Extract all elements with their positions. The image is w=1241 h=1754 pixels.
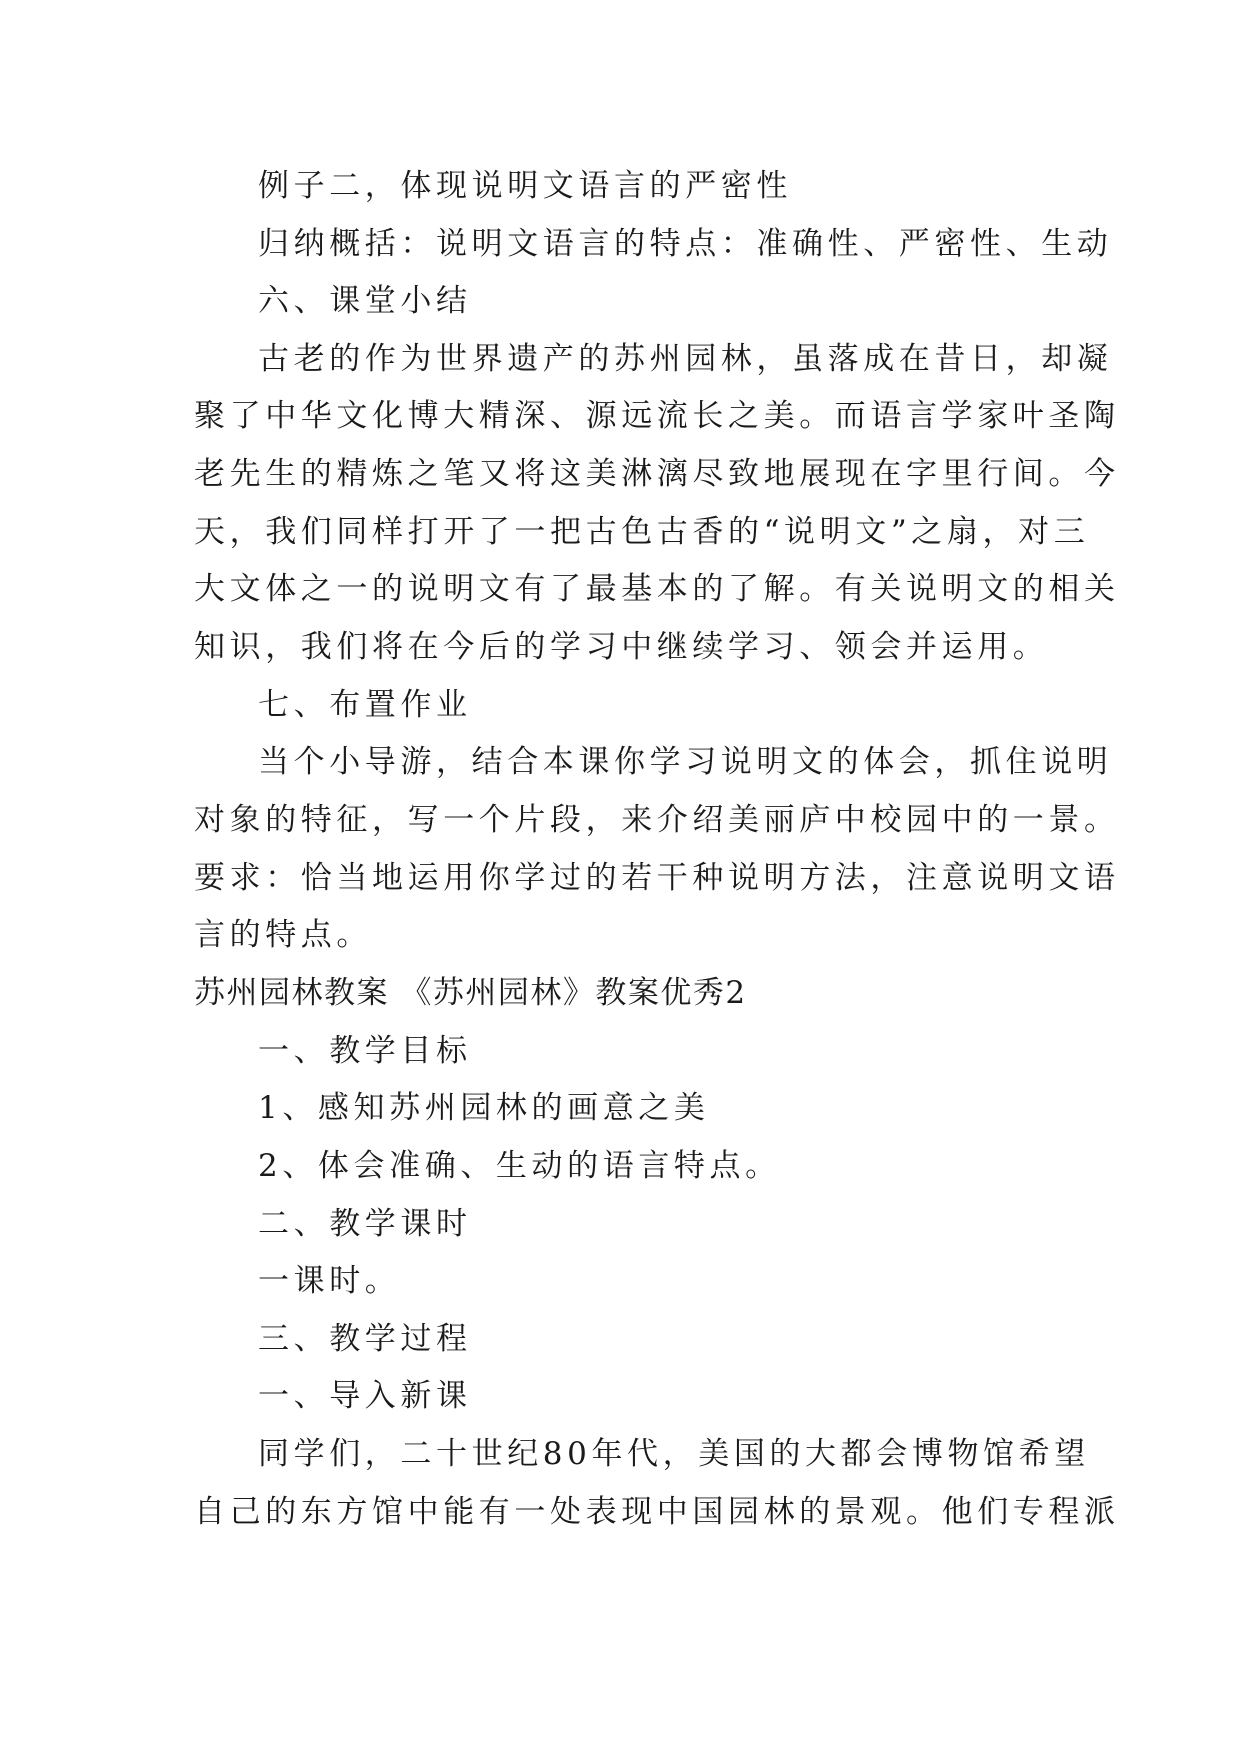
paragraph-line: 老先生的精炼之笔又将这美淋漓尽致地展现在字里行间。今	[194, 456, 1120, 492]
section-heading: 二、教学课时	[258, 1206, 472, 1242]
section-heading: 一、教学目标	[258, 1033, 472, 1069]
paragraph-line: 古老的作为世界遗产的苏州园林，虽落成在昔日，却凝	[258, 341, 1113, 377]
paragraph-line: 聚了中华文化博大精深、源远流长之美。而语言学家叶圣陶	[194, 398, 1120, 434]
paragraph-line: 自己的东方馆中能有一处表现中国园林的景观。他们专程派	[194, 1494, 1120, 1530]
section-heading: 六、课堂小结	[258, 283, 472, 319]
paragraph-line: 对象的特征，写一个片段，来介绍美丽庐中校园中的一景。	[194, 802, 1120, 838]
paragraph-line: 归纳概括：说明文语言的特点：准确性、严密性、生动	[258, 226, 1113, 262]
document-title: 苏州园林教案 《苏州园林》教案优秀2	[194, 975, 747, 1011]
list-item: 1、感知苏州园林的画意之美	[258, 1090, 710, 1126]
paragraph-line: 例子二，体现说明文语言的严密性	[258, 168, 792, 204]
paragraph-line: 天，我们同样打开了一把古色古香的“说明文”之扇，对三	[194, 514, 1090, 550]
section-heading: 一、导入新课	[258, 1378, 472, 1414]
section-heading: 三、教学过程	[258, 1321, 472, 1357]
section-heading: 七、布置作业	[258, 687, 472, 723]
list-item: 2、体会准确、生动的语言特点。	[258, 1148, 781, 1184]
paragraph-line: 同学们，二十世纪80年代，美国的大都会博物馆希望	[258, 1436, 1090, 1472]
paragraph-line: 一课时。	[258, 1263, 401, 1299]
paragraph-line: 知识，我们将在今后的学习中继续学习、领会并运用。	[194, 629, 1049, 665]
paragraph-line: 大文体之一的说明文有了最基本的了解。有关说明文的相关	[194, 571, 1120, 607]
paragraph-line: 言的特点。	[194, 917, 372, 953]
paragraph-line: 要求：恰当地运用你学过的若干种说明方法，注意说明文语	[194, 860, 1120, 896]
paragraph-line: 当个小导游，结合本课你学习说明文的体会，抓住说明	[258, 744, 1113, 780]
